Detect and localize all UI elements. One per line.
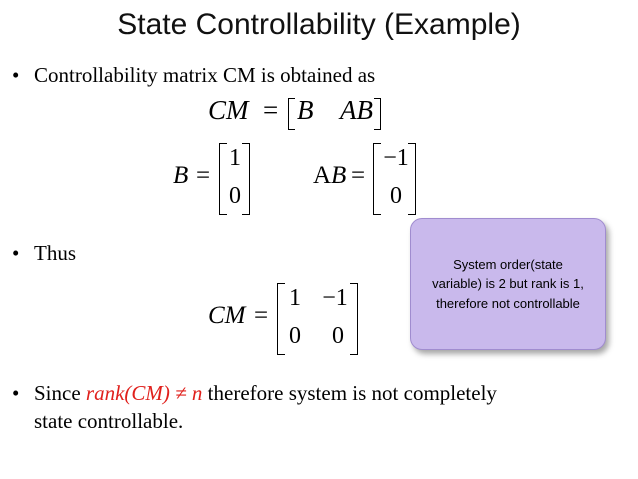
ab-lhs-b: B — [331, 162, 347, 189]
bullet-text: Controllability matrix CM is obtained as — [34, 63, 376, 87]
callout-text: System order(state variable) is 2 but rank is 1, therefore not controllable — [432, 256, 584, 311]
bullet-dot: • — [12, 63, 20, 87]
bullet-conclusion — [12, 380, 624, 406]
cm-lhs: CM — [208, 302, 246, 329]
b-entry-2: 0 — [229, 183, 241, 209]
b-lhs: B — [173, 162, 189, 189]
rank-condition-math: rank(CM) ≠ n — [85, 381, 203, 405]
bullet-thus — [12, 240, 76, 266]
ab-entry-2: 0 — [390, 183, 402, 209]
cm-def-b: B — [297, 95, 314, 125]
cm-equals: = — [254, 302, 269, 329]
cm-def-lhs: CM — [208, 95, 249, 125]
ab-equals: = — [351, 162, 366, 189]
callout-box — [410, 218, 606, 350]
ab-right-bracket — [408, 143, 416, 215]
cm-entry-22: 0 — [332, 323, 344, 349]
cm-def-equals: = — [263, 95, 279, 125]
ab-lhs-a: A — [313, 162, 332, 189]
bullet-suffix: therefore system is not completely — [202, 381, 497, 405]
cm-def-ab: AB — [340, 95, 373, 125]
bullet-prefix: Since — [34, 381, 86, 405]
b-right-bracket — [242, 143, 250, 215]
bullet-dot: • — [12, 241, 20, 265]
slide-title: State Controllability (Example) — [117, 8, 521, 41]
bullet-controllability-matrix — [12, 62, 375, 88]
b-entry-1: 1 — [229, 145, 241, 171]
cm-right-bracket — [350, 283, 358, 355]
cm-def-right-bracket — [374, 98, 381, 130]
b-equals: = — [196, 162, 211, 189]
bullet-conclusion-line2: state controllable. — [34, 409, 184, 433]
cm-def-left-bracket — [288, 98, 295, 130]
cm-entry-11: 1 — [289, 285, 301, 311]
bullet-dot: • — [12, 381, 20, 405]
cm-entry-21: 0 — [289, 323, 301, 349]
cm-entry-12: −1 — [322, 285, 348, 311]
bullet-text: Thus — [34, 241, 76, 265]
ab-entry-1: −1 — [383, 145, 409, 171]
